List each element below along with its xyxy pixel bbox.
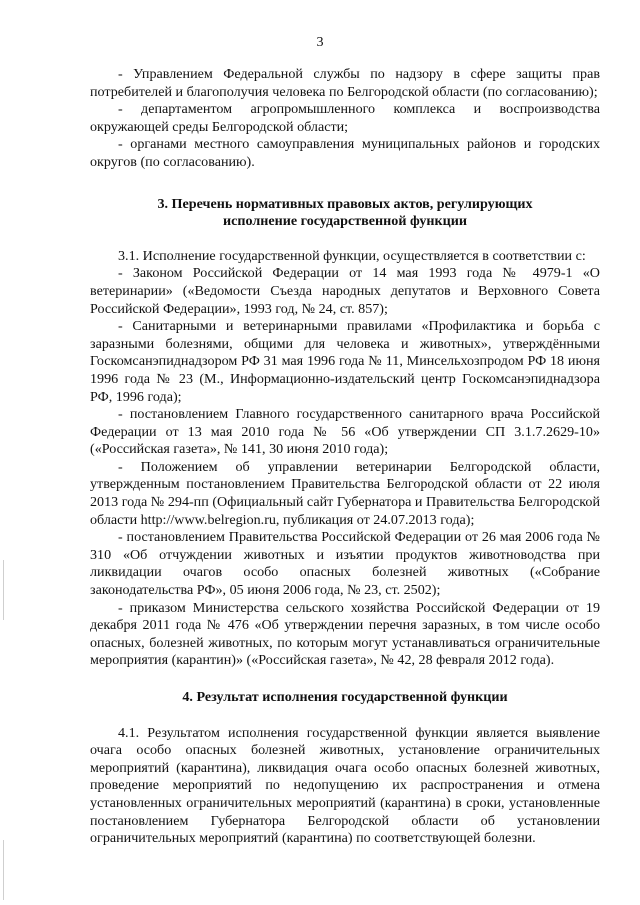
list-item: - органами местного самоуправления муниципальных районов и городских округов (по согласованию). xyxy=(90,136,600,170)
list-item: - Санитарными и ветеринарными правилами «Профилактика и борьба с заразными болезнями, общими для человека и животных», утверждёнными Госкомсанэпиднадзором РФ 31 мая 1996 года № 11, Минсельхозпродом РФ 18 июня 1996 года № 23 (М., Информационно-издательский центр Госкомсанэпиднадзора РФ, 1996 года); xyxy=(90,318,600,405)
list-item: - Положением об управлении ветеринарии Белгородской области, утвержденным постановлением Правительства Белгородской области от 22 июля 2013 года № 294-пп (Официальный сайт Губернатора и Правительства Белгородской области http://www.belregion.ru, публикация от 24.07.2013 года); xyxy=(90,458,600,528)
scan-edge-mark xyxy=(3,840,4,900)
section-4-heading: 4. Результат исполнения государственной функции xyxy=(182,689,508,705)
page-number: 3 xyxy=(316,34,324,50)
list-item: - приказом Министерства сельского хозяйства Российской Федерации от 19 декабря 2011 года № 476 «Об утверждении перечня заразных, в том числе особо опасных, болезней животных, по которым могут устанавливаться ограничительные мероприятия (карантин)» («Российская газета», № 42, 28 февраля 2012 года). xyxy=(90,599,600,669)
list-item: - постановлением Правительства Российской Федерации от 26 мая 2006 года № 310 «Об отчуждении животных и изъятии продуктов животноводства при ликвидации очагов особо опасных болезней животных («Собрание законодательства РФ», 05 июня 2006 года, № 23, ст. 2502); xyxy=(90,529,600,599)
document-body xyxy=(90,66,600,848)
list-item: - департаментом агропромышленного комплекса и воспроизводства окружающей среды Белгородской области; xyxy=(90,101,600,135)
section-3-intro: 3.1. Исполнение государственной функции, осуществляется в соответствии с: xyxy=(118,247,586,264)
section-4-paragraph: 4.1. Результатом исполнения государственной функции является выявление очага особо опасных болезней животных, установление ограничительных мероприятий (карантина), ликвидация очага особо опасных болезней животных, проведение мероприятий по недопущению их распространения и отмена установленных ограничительных мероприятий (карантина) в сроки, установленные постановлением Губернатора Белгородской области об установлении ограничительных мероприятий (карантина) по соответствующей болезни. xyxy=(90,724,600,847)
scan-edge-mark xyxy=(3,560,4,620)
list-item: - Управлением Федеральной службы по надзору в сфере защиты прав потребителей и благополучия человека по Белгородской области (по согласованию); xyxy=(90,66,600,100)
list-item: - Законом Российской Федерации от 14 мая 1993 года № 4979-1 «О ветеринарии» («Ведомости Съезда народных депутатов и Верховного Совета Российской Федерации», 1993 год, № 24, ст. 857); xyxy=(90,265,600,317)
section-3-heading: 3. Перечень нормативных правовых актов, регулирующих исполнение государственной функции xyxy=(157,195,533,230)
list-item: - постановлением Главного государственного санитарного врача Российской Федерации от 13 мая 2010 года № 56 «Об утверждении СП 3.1.7.2629-10» («Российская газета», № 141, 30 июня 2010 года); xyxy=(90,406,600,458)
